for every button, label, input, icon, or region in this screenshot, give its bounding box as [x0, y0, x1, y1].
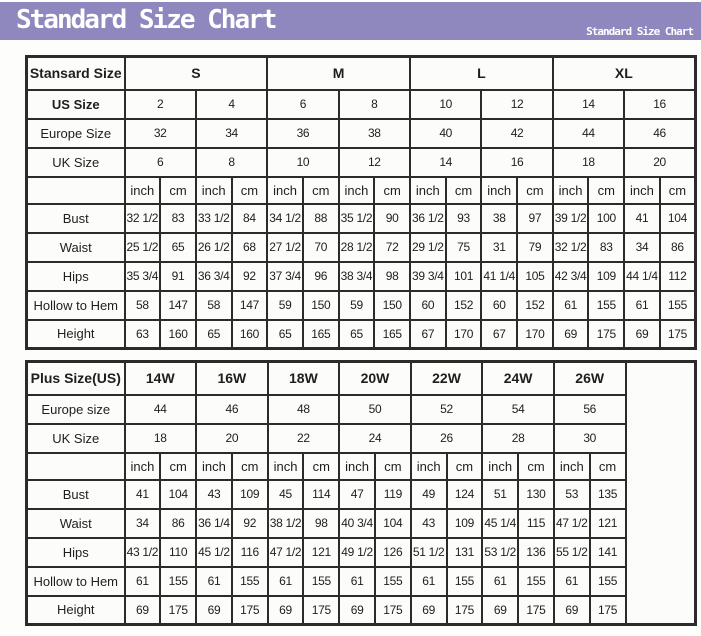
plus-size-table: [25, 360, 697, 626]
measurement-value-cell: 36 1/4: [196, 509, 232, 538]
measurement-value-cell: 155: [160, 567, 196, 596]
measurement-value-cell: 98: [303, 509, 339, 538]
measurement-value-cell: 155: [588, 291, 624, 320]
measurement-value-cell: 58: [196, 291, 232, 320]
measurement-value-cell: 34: [125, 509, 161, 538]
size-group-cell: 18W: [268, 362, 340, 395]
measurement-value-cell: 70: [303, 233, 339, 262]
measurement-value-cell: 39 3/4: [410, 262, 446, 291]
measurement-value-cell: 90: [374, 204, 410, 233]
measurement-value-cell: 86: [160, 509, 196, 538]
measurement-value-cell: 63: [125, 320, 161, 349]
measurement-value-cell: 49: [411, 480, 447, 509]
row-label-cell: Bust: [27, 480, 125, 509]
measurement-value-cell: 61: [482, 567, 518, 596]
row-label-cell: Europe size: [27, 395, 125, 424]
measurement-value-cell: 34 1/2: [267, 204, 303, 233]
unit-cell: inch: [410, 177, 446, 204]
measurement-value-cell: 119: [375, 480, 411, 509]
measurement-value-cell: 61: [339, 567, 375, 596]
measurement-value-cell: 155: [660, 291, 696, 320]
unit-cell: inch: [553, 177, 589, 204]
size-value-cell: 4: [196, 90, 267, 119]
measurement-value-cell: 175: [588, 320, 624, 349]
unit-row-spacer-cell: [27, 453, 125, 480]
size-value-cell: 28: [482, 424, 554, 453]
measurement-value-cell: 155: [590, 567, 626, 596]
measurement-value-cell: 109: [232, 480, 268, 509]
measurement-value-cell: 47: [339, 480, 375, 509]
measurement-value-cell: 116: [232, 538, 268, 567]
measurement-value-cell: 35 1/2: [339, 204, 375, 233]
size-value-cell: 56: [554, 395, 626, 424]
row-label-cell: Waist: [27, 509, 125, 538]
corner-label-cell: Stansard Size: [27, 57, 125, 90]
size-value-cell: 12: [481, 90, 552, 119]
measurement-value-cell: 141: [590, 538, 626, 567]
row-label-cell: Waist: [27, 233, 125, 262]
measurement-value-cell: 101: [446, 262, 482, 291]
measurement-value-cell: 175: [375, 596, 411, 625]
measurement-value-cell: 51: [482, 480, 518, 509]
measurement-value-cell: 175: [518, 596, 554, 625]
size-value-cell: 10: [410, 90, 481, 119]
measurement-value-cell: 49 1/2: [339, 538, 375, 567]
measurement-value-cell: 65: [160, 233, 196, 262]
page-subtitle: Standard Size Chart: [586, 25, 693, 38]
measurement-value-cell: 25 1/2: [125, 233, 161, 262]
measurement-value-cell: 131: [447, 538, 483, 567]
measurement-value-cell: 41: [624, 204, 660, 233]
measurement-value-cell: 53 1/2: [482, 538, 518, 567]
size-value-cell: 20: [196, 424, 268, 453]
unit-cell: cm: [374, 177, 410, 204]
measurement-value-cell: 59: [339, 291, 375, 320]
measurement-value-cell: 175: [160, 596, 196, 625]
measurement-value-cell: 109: [588, 262, 624, 291]
measurement-value-cell: 121: [590, 509, 626, 538]
measurement-value-cell: 42 3/4: [553, 262, 589, 291]
unit-cell: inch: [268, 453, 304, 480]
measurement-value-cell: 69: [624, 320, 660, 349]
size-value-cell: 42: [481, 119, 552, 148]
measurement-value-cell: 165: [303, 320, 339, 349]
measurement-value-cell: 124: [447, 480, 483, 509]
measurement-value-cell: 31: [481, 233, 517, 262]
measurement-value-cell: 69: [125, 596, 161, 625]
standard-size-table: [25, 55, 697, 350]
size-group-cell: 20W: [339, 362, 411, 395]
measurement-value-cell: 43 1/2: [125, 538, 161, 567]
measurement-value-cell: 155: [447, 567, 483, 596]
measurement-value-cell: 32 1/2: [125, 204, 161, 233]
measurement-value-cell: 84: [232, 204, 268, 233]
size-group-cell: XL: [553, 57, 696, 90]
measurement-value-cell: 104: [375, 509, 411, 538]
size-value-cell: 44: [553, 119, 624, 148]
unit-cell: inch: [411, 453, 447, 480]
measurement-value-cell: 112: [660, 262, 696, 291]
measurement-value-cell: 26 1/2: [196, 233, 232, 262]
measurement-value-cell: 136: [518, 538, 554, 567]
measurement-value-cell: 104: [160, 480, 196, 509]
measurement-value-cell: 83: [588, 233, 624, 262]
measurement-value-cell: 32 1/2: [553, 233, 589, 262]
measurement-value-cell: 96: [303, 262, 339, 291]
measurement-value-cell: 60: [481, 291, 517, 320]
measurement-value-cell: 47 1/2: [554, 509, 590, 538]
measurement-value-cell: 155: [518, 567, 554, 596]
measurement-value-cell: 27 1/2: [267, 233, 303, 262]
measurement-value-cell: 170: [517, 320, 553, 349]
measurement-value-cell: 41 1/4: [481, 262, 517, 291]
measurement-value-cell: 33 1/2: [196, 204, 232, 233]
size-group-cell: 22W: [411, 362, 483, 395]
measurement-value-cell: 60: [410, 291, 446, 320]
measurement-value-cell: 38 1/2: [268, 509, 304, 538]
size-value-cell: 34: [196, 119, 267, 148]
unit-cell: inch: [125, 177, 161, 204]
measurement-value-cell: 37 3/4: [267, 262, 303, 291]
unit-cell: inch: [339, 453, 375, 480]
measurement-value-cell: 51 1/2: [411, 538, 447, 567]
measurement-value-cell: 126: [375, 538, 411, 567]
size-value-cell: 14: [553, 90, 624, 119]
measurement-value-cell: 61: [554, 567, 590, 596]
size-value-cell: 50: [339, 395, 411, 424]
unit-cell: inch: [339, 177, 375, 204]
measurement-value-cell: 35 3/4: [125, 262, 161, 291]
measurement-value-cell: 114: [303, 480, 339, 509]
page-title: Standard Size Chart: [16, 5, 276, 35]
measurement-value-cell: 29 1/2: [410, 233, 446, 262]
measurement-value-cell: 53: [554, 480, 590, 509]
measurement-value-cell: 93: [446, 204, 482, 233]
unit-cell: cm: [588, 177, 624, 204]
measurement-value-cell: 34: [624, 233, 660, 262]
measurement-value-cell: 45: [268, 480, 304, 509]
row-label-cell: Hollow to Hem: [27, 567, 125, 596]
unit-cell: cm: [232, 453, 268, 480]
measurement-value-cell: 88: [303, 204, 339, 233]
unit-cell: cm: [160, 453, 196, 480]
size-value-cell: 18: [125, 424, 197, 453]
measurement-value-cell: 69: [482, 596, 518, 625]
measurement-value-cell: 175: [303, 596, 339, 625]
measurement-value-cell: 147: [160, 291, 196, 320]
measurement-value-cell: 69: [554, 596, 590, 625]
size-value-cell: 54: [482, 395, 554, 424]
measurement-value-cell: 65: [267, 320, 303, 349]
size-value-cell: 6: [125, 148, 196, 177]
size-value-cell: 16: [481, 148, 552, 177]
size-value-cell: 8: [339, 90, 410, 119]
size-group-cell: L: [410, 57, 553, 90]
row-label-cell: US Size: [27, 90, 125, 119]
unit-cell: inch: [267, 177, 303, 204]
title-banner: [0, 2, 701, 40]
size-value-cell: 6: [267, 90, 338, 119]
row-label-cell: Europe Size: [27, 119, 125, 148]
measurement-value-cell: 175: [232, 596, 268, 625]
measurement-value-cell: 91: [160, 262, 196, 291]
size-group-cell: 26W: [554, 362, 626, 395]
measurement-value-cell: 61: [268, 567, 304, 596]
size-value-cell: 48: [268, 395, 340, 424]
measurement-value-cell: 105: [517, 262, 553, 291]
row-label-cell: Height: [27, 320, 125, 349]
measurement-value-cell: 55 1/2: [554, 538, 590, 567]
size-value-cell: 20: [624, 148, 695, 177]
size-value-cell: 8: [196, 148, 267, 177]
blank-cell: [626, 362, 696, 625]
size-group-cell: M: [267, 57, 410, 90]
size-value-cell: 22: [268, 424, 340, 453]
row-label-cell: Hips: [27, 262, 125, 291]
unit-cell: cm: [518, 453, 554, 480]
measurement-value-cell: 65: [339, 320, 375, 349]
measurement-value-cell: 150: [303, 291, 339, 320]
size-group-cell: 14W: [125, 362, 197, 395]
measurement-value-cell: 75: [446, 233, 482, 262]
unit-cell: inch: [481, 177, 517, 204]
size-value-cell: 32: [125, 119, 196, 148]
measurement-value-cell: 83: [160, 204, 196, 233]
size-value-cell: 36: [267, 119, 338, 148]
size-value-cell: 12: [339, 148, 410, 177]
measurement-value-cell: 45 1/2: [196, 538, 232, 567]
unit-cell: cm: [303, 453, 339, 480]
size-value-cell: 40: [410, 119, 481, 148]
measurement-value-cell: 79: [517, 233, 553, 262]
measurement-value-cell: 61: [411, 567, 447, 596]
measurement-value-cell: 40 3/4: [339, 509, 375, 538]
size-value-cell: 38: [339, 119, 410, 148]
measurement-value-cell: 160: [160, 320, 196, 349]
measurement-value-cell: 67: [481, 320, 517, 349]
row-label-cell: Hollow to Hem: [27, 291, 125, 320]
measurement-value-cell: 147: [232, 291, 268, 320]
measurement-value-cell: 130: [518, 480, 554, 509]
measurement-value-cell: 59: [267, 291, 303, 320]
measurement-value-cell: 28 1/2: [339, 233, 375, 262]
measurement-value-cell: 135: [590, 480, 626, 509]
unit-cell: inch: [196, 453, 232, 480]
unit-cell: cm: [590, 453, 626, 480]
size-value-cell: 30: [554, 424, 626, 453]
measurement-value-cell: 69: [196, 596, 232, 625]
unit-cell: inch: [125, 453, 161, 480]
measurement-value-cell: 61: [624, 291, 660, 320]
size-value-cell: 26: [411, 424, 483, 453]
measurement-value-cell: 97: [517, 204, 553, 233]
measurement-value-cell: 38 3/4: [339, 262, 375, 291]
size-group-cell: 16W: [196, 362, 268, 395]
size-value-cell: 10: [267, 148, 338, 177]
measurement-value-cell: 160: [232, 320, 268, 349]
row-label-cell: Hips: [27, 538, 125, 567]
measurement-value-cell: 65: [196, 320, 232, 349]
unit-cell: cm: [660, 177, 696, 204]
measurement-value-cell: 152: [517, 291, 553, 320]
measurement-value-cell: 170: [446, 320, 482, 349]
measurement-value-cell: 175: [447, 596, 483, 625]
measurement-value-cell: 152: [446, 291, 482, 320]
measurement-value-cell: 43: [196, 480, 232, 509]
measurement-value-cell: 104: [660, 204, 696, 233]
measurement-value-cell: 41: [125, 480, 161, 509]
measurement-value-cell: 175: [590, 596, 626, 625]
measurement-value-cell: 69: [339, 596, 375, 625]
size-value-cell: 14: [410, 148, 481, 177]
measurement-value-cell: 155: [375, 567, 411, 596]
size-group-cell: S: [125, 57, 268, 90]
measurement-value-cell: 44 1/4: [624, 262, 660, 291]
size-value-cell: 46: [196, 395, 268, 424]
unit-cell: cm: [232, 177, 268, 204]
measurement-value-cell: 69: [553, 320, 589, 349]
measurement-value-cell: 58: [125, 291, 161, 320]
size-value-cell: 44: [125, 395, 197, 424]
size-value-cell: 24: [339, 424, 411, 453]
unit-cell: cm: [375, 453, 411, 480]
measurement-value-cell: 61: [553, 291, 589, 320]
row-label-cell: Height: [27, 596, 125, 625]
measurement-value-cell: 155: [232, 567, 268, 596]
measurement-value-cell: 47 1/2: [268, 538, 304, 567]
measurement-value-cell: 61: [196, 567, 232, 596]
measurement-value-cell: 36 1/2: [410, 204, 446, 233]
measurement-value-cell: 98: [374, 262, 410, 291]
measurement-value-cell: 115: [518, 509, 554, 538]
measurement-value-cell: 155: [303, 567, 339, 596]
size-group-cell: 24W: [482, 362, 554, 395]
unit-cell: cm: [160, 177, 196, 204]
corner-label-cell: Plus Size(US): [27, 362, 125, 395]
measurement-value-cell: 92: [232, 509, 268, 538]
measurement-value-cell: 36 3/4: [196, 262, 232, 291]
measurement-value-cell: 45 1/4: [482, 509, 518, 538]
unit-cell: inch: [554, 453, 590, 480]
unit-cell: cm: [447, 453, 483, 480]
measurement-value-cell: 68: [232, 233, 268, 262]
measurement-value-cell: 100: [588, 204, 624, 233]
measurement-value-cell: 39 1/2: [553, 204, 589, 233]
unit-cell: cm: [303, 177, 339, 204]
measurement-value-cell: 109: [447, 509, 483, 538]
measurement-value-cell: 92: [232, 262, 268, 291]
row-label-cell: Bust: [27, 204, 125, 233]
size-value-cell: 2: [125, 90, 196, 119]
measurement-value-cell: 69: [268, 596, 304, 625]
unit-cell: inch: [482, 453, 518, 480]
size-value-cell: 18: [553, 148, 624, 177]
measurement-value-cell: 110: [160, 538, 196, 567]
measurement-value-cell: 86: [660, 233, 696, 262]
unit-cell: cm: [517, 177, 553, 204]
row-label-cell: UK Size: [27, 424, 125, 453]
unit-row-spacer-cell: [27, 177, 125, 204]
measurement-value-cell: 38: [481, 204, 517, 233]
unit-cell: inch: [196, 177, 232, 204]
size-value-cell: 52: [411, 395, 483, 424]
measurement-value-cell: 150: [374, 291, 410, 320]
row-label-cell: UK Size: [27, 148, 125, 177]
measurement-value-cell: 165: [374, 320, 410, 349]
measurement-value-cell: 69: [411, 596, 447, 625]
unit-cell: inch: [624, 177, 660, 204]
measurement-value-cell: 121: [303, 538, 339, 567]
measurement-value-cell: 43: [411, 509, 447, 538]
size-value-cell: 16: [624, 90, 695, 119]
measurement-value-cell: 67: [410, 320, 446, 349]
measurement-value-cell: 72: [374, 233, 410, 262]
size-value-cell: 46: [624, 119, 695, 148]
unit-cell: cm: [446, 177, 482, 204]
measurement-value-cell: 175: [660, 320, 696, 349]
measurement-value-cell: 61: [125, 567, 161, 596]
